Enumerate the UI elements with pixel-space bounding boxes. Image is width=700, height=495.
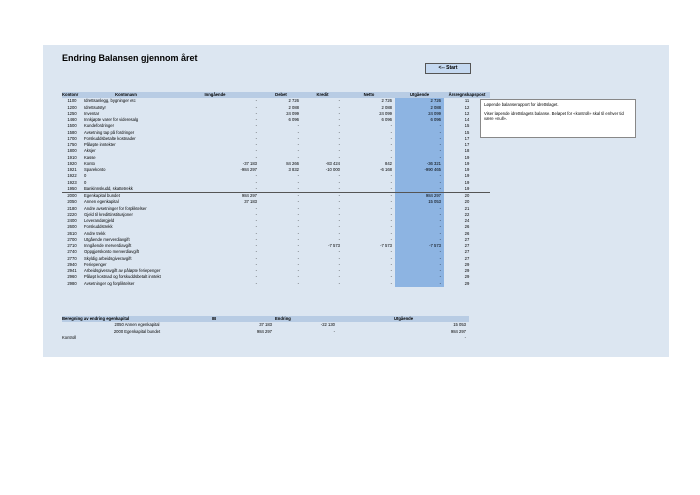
account-no: 1922 [67, 173, 77, 179]
credit: -10 000 [325, 167, 340, 172]
account-no: 2770 [67, 255, 77, 261]
closing-balance: - [395, 218, 444, 224]
net: -6 168 [380, 167, 392, 172]
report-line: 11 [464, 98, 470, 104]
net: - [390, 218, 392, 223]
account-no: 2960 [67, 274, 77, 280]
table-row [62, 193, 490, 200]
account-no: 2740 [67, 249, 77, 255]
debit: - [297, 199, 299, 205]
credit: -7 573 [328, 243, 340, 248]
report-line: 12 [464, 110, 470, 116]
report-line: 12 [464, 104, 470, 110]
account-no: 2941 [67, 268, 77, 273]
closing-balance: - [395, 249, 444, 255]
report-line: 20 [444, 193, 490, 200]
account-name: Aksjer [84, 148, 96, 154]
report-line: 29 [464, 261, 470, 267]
credit: - [338, 129, 340, 135]
closing-balance: 24 099 [395, 111, 444, 117]
report-line: 26 [464, 224, 470, 230]
account-name: Utgående merverdiavgift [84, 236, 130, 242]
credit: - [338, 230, 340, 236]
net: - [390, 173, 392, 179]
account-name: Inventar [84, 110, 100, 116]
account-no: 1200 [67, 104, 77, 110]
report-line: 17 [464, 135, 470, 141]
info-line-1: Løpende balanserapport for idrettslaget. [484, 102, 559, 107]
net: - [390, 179, 392, 185]
account-no: 2710 [67, 243, 77, 248]
account-no: 1460 [67, 117, 77, 122]
account-name: Idrettsutstyr [84, 104, 106, 110]
account-name: Gjeld til kredittinstitusjoner [84, 211, 133, 217]
account-no: 1920 [67, 160, 77, 166]
start-button[interactable]: <-- Start [425, 63, 471, 74]
credit: - [338, 236, 340, 242]
debit: - [297, 224, 299, 230]
header-credit: Kredit [302, 92, 343, 98]
debit: - [297, 129, 299, 135]
calc-header-label: Beregning av endring egenkapital [62, 316, 212, 322]
opening-balance: 984 297 [170, 193, 260, 200]
account-name: Annen egenkapital [84, 199, 119, 205]
closing-balance: - [395, 224, 444, 230]
credit: - [302, 193, 343, 200]
debit: - [297, 179, 299, 185]
net: - [390, 224, 392, 230]
calc-ib: 984 297 [256, 328, 272, 334]
credit: - [338, 274, 340, 280]
calc-header-out: Utgående [338, 316, 469, 322]
opening-balance: - [255, 205, 257, 211]
credit: - [338, 173, 340, 179]
net: - [390, 123, 392, 129]
report-line: 27 [464, 236, 470, 242]
credit: - [338, 110, 340, 116]
closing-balance: - [395, 186, 444, 193]
account-name: Avsetninger og forpliktelser [84, 280, 135, 286]
debit: - [297, 280, 299, 286]
credit: - [338, 280, 340, 286]
control-label: Kontroll [62, 334, 77, 340]
closing-balance: - [395, 173, 444, 179]
credit: - [338, 268, 340, 273]
account-no: 2400 [67, 218, 77, 223]
opening-balance: - [255, 230, 257, 236]
debit: - [297, 148, 299, 154]
page-title: Endring Balansen gjennom året [62, 53, 198, 63]
credit: - [338, 123, 340, 129]
account-name: Arbeidsgiveravgift av påløpte feriepenger [84, 268, 161, 273]
net: - [390, 255, 392, 261]
account-no: 2180 [67, 205, 77, 211]
report-line: 19 [464, 185, 470, 191]
report-line: 27 [464, 255, 470, 261]
account-name: Kundefordringer [84, 123, 115, 129]
debit: - [297, 236, 299, 242]
credit: - [338, 104, 340, 110]
report-line: 17 [464, 142, 470, 147]
report-line: 19 [464, 154, 470, 160]
net: - [343, 193, 395, 200]
report-line: 29 [464, 274, 470, 280]
opening-balance: - [255, 129, 257, 135]
credit: - [338, 249, 340, 255]
net: - [390, 274, 392, 280]
report-line: 18 [464, 148, 470, 154]
account-name: Konto [84, 160, 95, 166]
credit: - [338, 199, 340, 205]
net: - [390, 249, 392, 255]
credit: -83 424 [325, 160, 340, 166]
closing-balance: - [395, 136, 444, 142]
debit: - [297, 211, 299, 217]
debit: - [297, 123, 299, 129]
account-no: 1700 [67, 135, 77, 141]
account-name: Påløpte inntekter [84, 142, 116, 147]
account-name: Inngående merverdiavgift [84, 243, 132, 248]
opening-balance: - [255, 243, 257, 248]
calc-footer-row [62, 335, 469, 341]
calc-label: 2050 Annen egenkapital [114, 322, 160, 328]
debit: - [297, 185, 299, 191]
closing-balance: - [395, 274, 444, 280]
account-name: 0 [84, 179, 87, 185]
net: - [390, 211, 392, 217]
opening-balance: - [255, 148, 257, 154]
account-no: 2700 [67, 236, 77, 242]
debit: 3 832 [288, 167, 299, 172]
debit: - [297, 255, 299, 261]
opening-balance: - [255, 110, 257, 116]
credit: - [338, 211, 340, 217]
debit: 84 266 [286, 160, 299, 166]
net: - [390, 205, 392, 211]
closing-balance: - [395, 130, 444, 136]
report-line: 19 [464, 160, 470, 166]
credit: - [338, 142, 340, 147]
header-opening: Inngående [170, 92, 260, 98]
opening-balance: - [255, 135, 257, 141]
debit: 2 726 [288, 98, 299, 104]
closing-balance: 2 726 [395, 98, 444, 104]
opening-balance: - [255, 154, 257, 160]
account-no: 1580 [67, 129, 77, 135]
account-no: 2220 [67, 211, 77, 217]
account-name: Sparekonto [84, 167, 106, 172]
account-name: Oppgjørskonto merverdiavgift [84, 249, 139, 255]
account-no: 2940 [67, 261, 77, 267]
debit: - [297, 205, 299, 211]
net: 6 096 [381, 117, 392, 122]
account-name: Skyldig arbeidsgiveravgift [84, 255, 132, 261]
closing-balance: -7 573 [395, 243, 444, 249]
closing-balance: - [395, 142, 444, 148]
debit: 2 088 [288, 104, 299, 110]
calc-change: -22 130 [320, 322, 335, 328]
report-line: 22 [464, 211, 470, 217]
calc-change: - [333, 328, 335, 334]
credit: - [338, 185, 340, 191]
opening-balance: - [255, 236, 257, 242]
net: - [390, 280, 392, 286]
calc-header-change: Endring [275, 316, 338, 322]
account-name: 0 [84, 173, 87, 179]
credit: - [338, 117, 340, 122]
closing-balance: 6 096 [395, 117, 444, 123]
debit: - [297, 274, 299, 280]
net: - [390, 268, 392, 273]
account-no: 1800 [67, 148, 77, 154]
account-name: Egenkapital bundet [82, 193, 170, 200]
closing-balance: 15 053 [395, 199, 444, 205]
debit: - [297, 261, 299, 267]
debit: 6 096 [288, 117, 299, 122]
debit: - [260, 193, 302, 200]
closing-balance: - [395, 123, 444, 129]
credit: - [338, 135, 340, 141]
account-no: 1923 [67, 179, 77, 185]
balance-table [62, 92, 490, 287]
report-line: 27 [464, 249, 470, 255]
opening-balance: - [255, 255, 257, 261]
report-line: 29 [464, 280, 470, 286]
credit: - [338, 148, 340, 154]
closing-balance: - [395, 148, 444, 154]
account-no: 1921 [67, 167, 77, 172]
net: - [390, 230, 392, 236]
net: -7 573 [380, 243, 392, 248]
account-name: Bankinnskudd, skattetrekk [84, 185, 133, 191]
credit: - [338, 154, 340, 160]
net: 842 [385, 160, 392, 166]
report-line: 15 [464, 129, 470, 135]
debit: - [297, 218, 299, 223]
table-row [62, 186, 490, 193]
header-account-no: Kontonr [62, 92, 82, 98]
debit: - [297, 230, 299, 236]
net: - [390, 135, 392, 141]
closing-balance: - [395, 180, 444, 186]
account-no: 1750 [67, 142, 77, 147]
closing-balance: - [395, 268, 444, 274]
closing-balance: - [395, 212, 444, 218]
credit: - [338, 205, 340, 211]
account-no: 2980 [67, 280, 77, 286]
account-name: Forskuddstrekk [84, 224, 113, 230]
debit: - [297, 173, 299, 179]
header-report-line: Årsregnskapspost [444, 92, 490, 98]
closing-balance: - [395, 237, 444, 243]
closing-balance: - [395, 281, 444, 287]
calc-ib: 37 183 [259, 322, 272, 328]
opening-balance: - [255, 98, 257, 104]
account-name: Innkjøpte varer for videresalg [84, 117, 139, 122]
opening-balance: 37 183 [244, 199, 257, 205]
header-account-name: Kontonavn [82, 92, 170, 98]
debit: - [297, 142, 299, 147]
opening-balance: - [255, 185, 257, 191]
report-line: 20 [464, 199, 470, 205]
opening-balance: -37 183 [242, 160, 257, 166]
net: - [390, 154, 392, 160]
opening-balance: - [255, 142, 257, 147]
calc-out: 984 297 [450, 328, 466, 334]
opening-balance: - [255, 211, 257, 217]
credit: - [338, 224, 340, 230]
account-name: Avsetning tap på fordringer [84, 129, 135, 135]
report-line: 19 [464, 167, 470, 172]
account-no: 1950 [67, 185, 77, 191]
account-no: 2600 [67, 224, 77, 230]
closing-balance: -990 465 [395, 167, 444, 173]
account-no: 1250 [67, 110, 77, 116]
debit: - [297, 268, 299, 273]
opening-balance: - [255, 274, 257, 280]
net: - [390, 261, 392, 267]
opening-balance: - [255, 280, 257, 286]
opening-balance: - [255, 224, 257, 230]
credit: - [338, 179, 340, 185]
calc-header-ib: IB [212, 316, 275, 322]
report-line: 14 [464, 117, 470, 122]
report-line: 15 [464, 123, 470, 129]
opening-balance: - [255, 261, 257, 267]
closing-balance: - [395, 155, 444, 161]
net: - [390, 236, 392, 242]
opening-balance: - [255, 249, 257, 255]
control-value: - [464, 334, 466, 340]
opening-balance: - [255, 123, 257, 129]
account-name: Andre avsetninger for forpliktelser [84, 205, 147, 211]
report-line: 21 [464, 205, 470, 211]
calc-label: 2000 Egenkapital bundet [113, 328, 161, 334]
report-line: 19 [464, 179, 470, 185]
account-name: Idrettsanlegg, bygninger etc [84, 98, 136, 104]
calc-out: 15 053 [453, 322, 466, 328]
closing-balance: - [395, 206, 444, 212]
info-box [480, 99, 636, 138]
info-line-2: Viser løpende idrettslagets balanse. Beløpet for «kontroll» skal til enhver tid være «null». [484, 110, 624, 121]
account-name: Forskuddsbetalte kostnader [84, 135, 136, 141]
opening-balance: - [255, 173, 257, 179]
opening-balance: - [255, 218, 257, 223]
report-line: 27 [464, 243, 470, 248]
net: - [390, 199, 392, 205]
account-no: 2050 [67, 199, 77, 205]
net: - [390, 129, 392, 135]
account-no: 1910 [67, 154, 77, 160]
report-line: 29 [464, 268, 470, 273]
opening-balance: - [255, 179, 257, 185]
closing-balance: - [395, 256, 444, 262]
account-no: 2000 [62, 193, 82, 200]
credit: - [338, 261, 340, 267]
header-debit: Debet [260, 92, 302, 98]
table-row [62, 281, 490, 287]
debit: - [297, 249, 299, 255]
account-name: Feriepenger [84, 261, 107, 267]
account-no: 2610 [67, 230, 77, 236]
account-name: Påløpt kostnad og forskuddsbetalt inntekt [84, 274, 161, 280]
net: - [390, 148, 392, 154]
account-name: Leverandørgjeld [84, 218, 115, 223]
net: 24 099 [379, 110, 392, 116]
header-net: Netto [343, 92, 395, 98]
credit: - [338, 98, 340, 104]
report-line: 26 [464, 230, 470, 236]
debit: - [297, 135, 299, 141]
net: 2 088 [381, 104, 392, 110]
net: 2 726 [381, 98, 392, 104]
debit: - [297, 243, 299, 248]
closing-balance: - [395, 262, 444, 268]
debit: - [297, 154, 299, 160]
account-no: 1100 [67, 98, 77, 104]
account-name: Andre trekk [84, 230, 106, 236]
net: - [390, 142, 392, 147]
account-name: Kasse [84, 154, 96, 160]
header-closing: Utgående [395, 92, 444, 98]
equity-calc-table [62, 316, 469, 341]
opening-balance: - [255, 104, 257, 110]
closing-balance: - [395, 231, 444, 237]
account-no: 1500 [67, 123, 77, 129]
report-line: 24 [464, 218, 470, 223]
debit: 24 099 [286, 110, 299, 116]
closing-balance: 984 297 [395, 193, 444, 200]
closing-balance: -36 321 [395, 161, 444, 167]
opening-balance: -984 297 [240, 167, 257, 172]
credit: - [338, 218, 340, 223]
net: - [390, 185, 392, 191]
credit: - [338, 255, 340, 261]
report-line: 19 [464, 173, 470, 179]
opening-balance: - [255, 117, 257, 122]
closing-balance: 2 088 [395, 105, 444, 111]
opening-balance: - [255, 268, 257, 273]
